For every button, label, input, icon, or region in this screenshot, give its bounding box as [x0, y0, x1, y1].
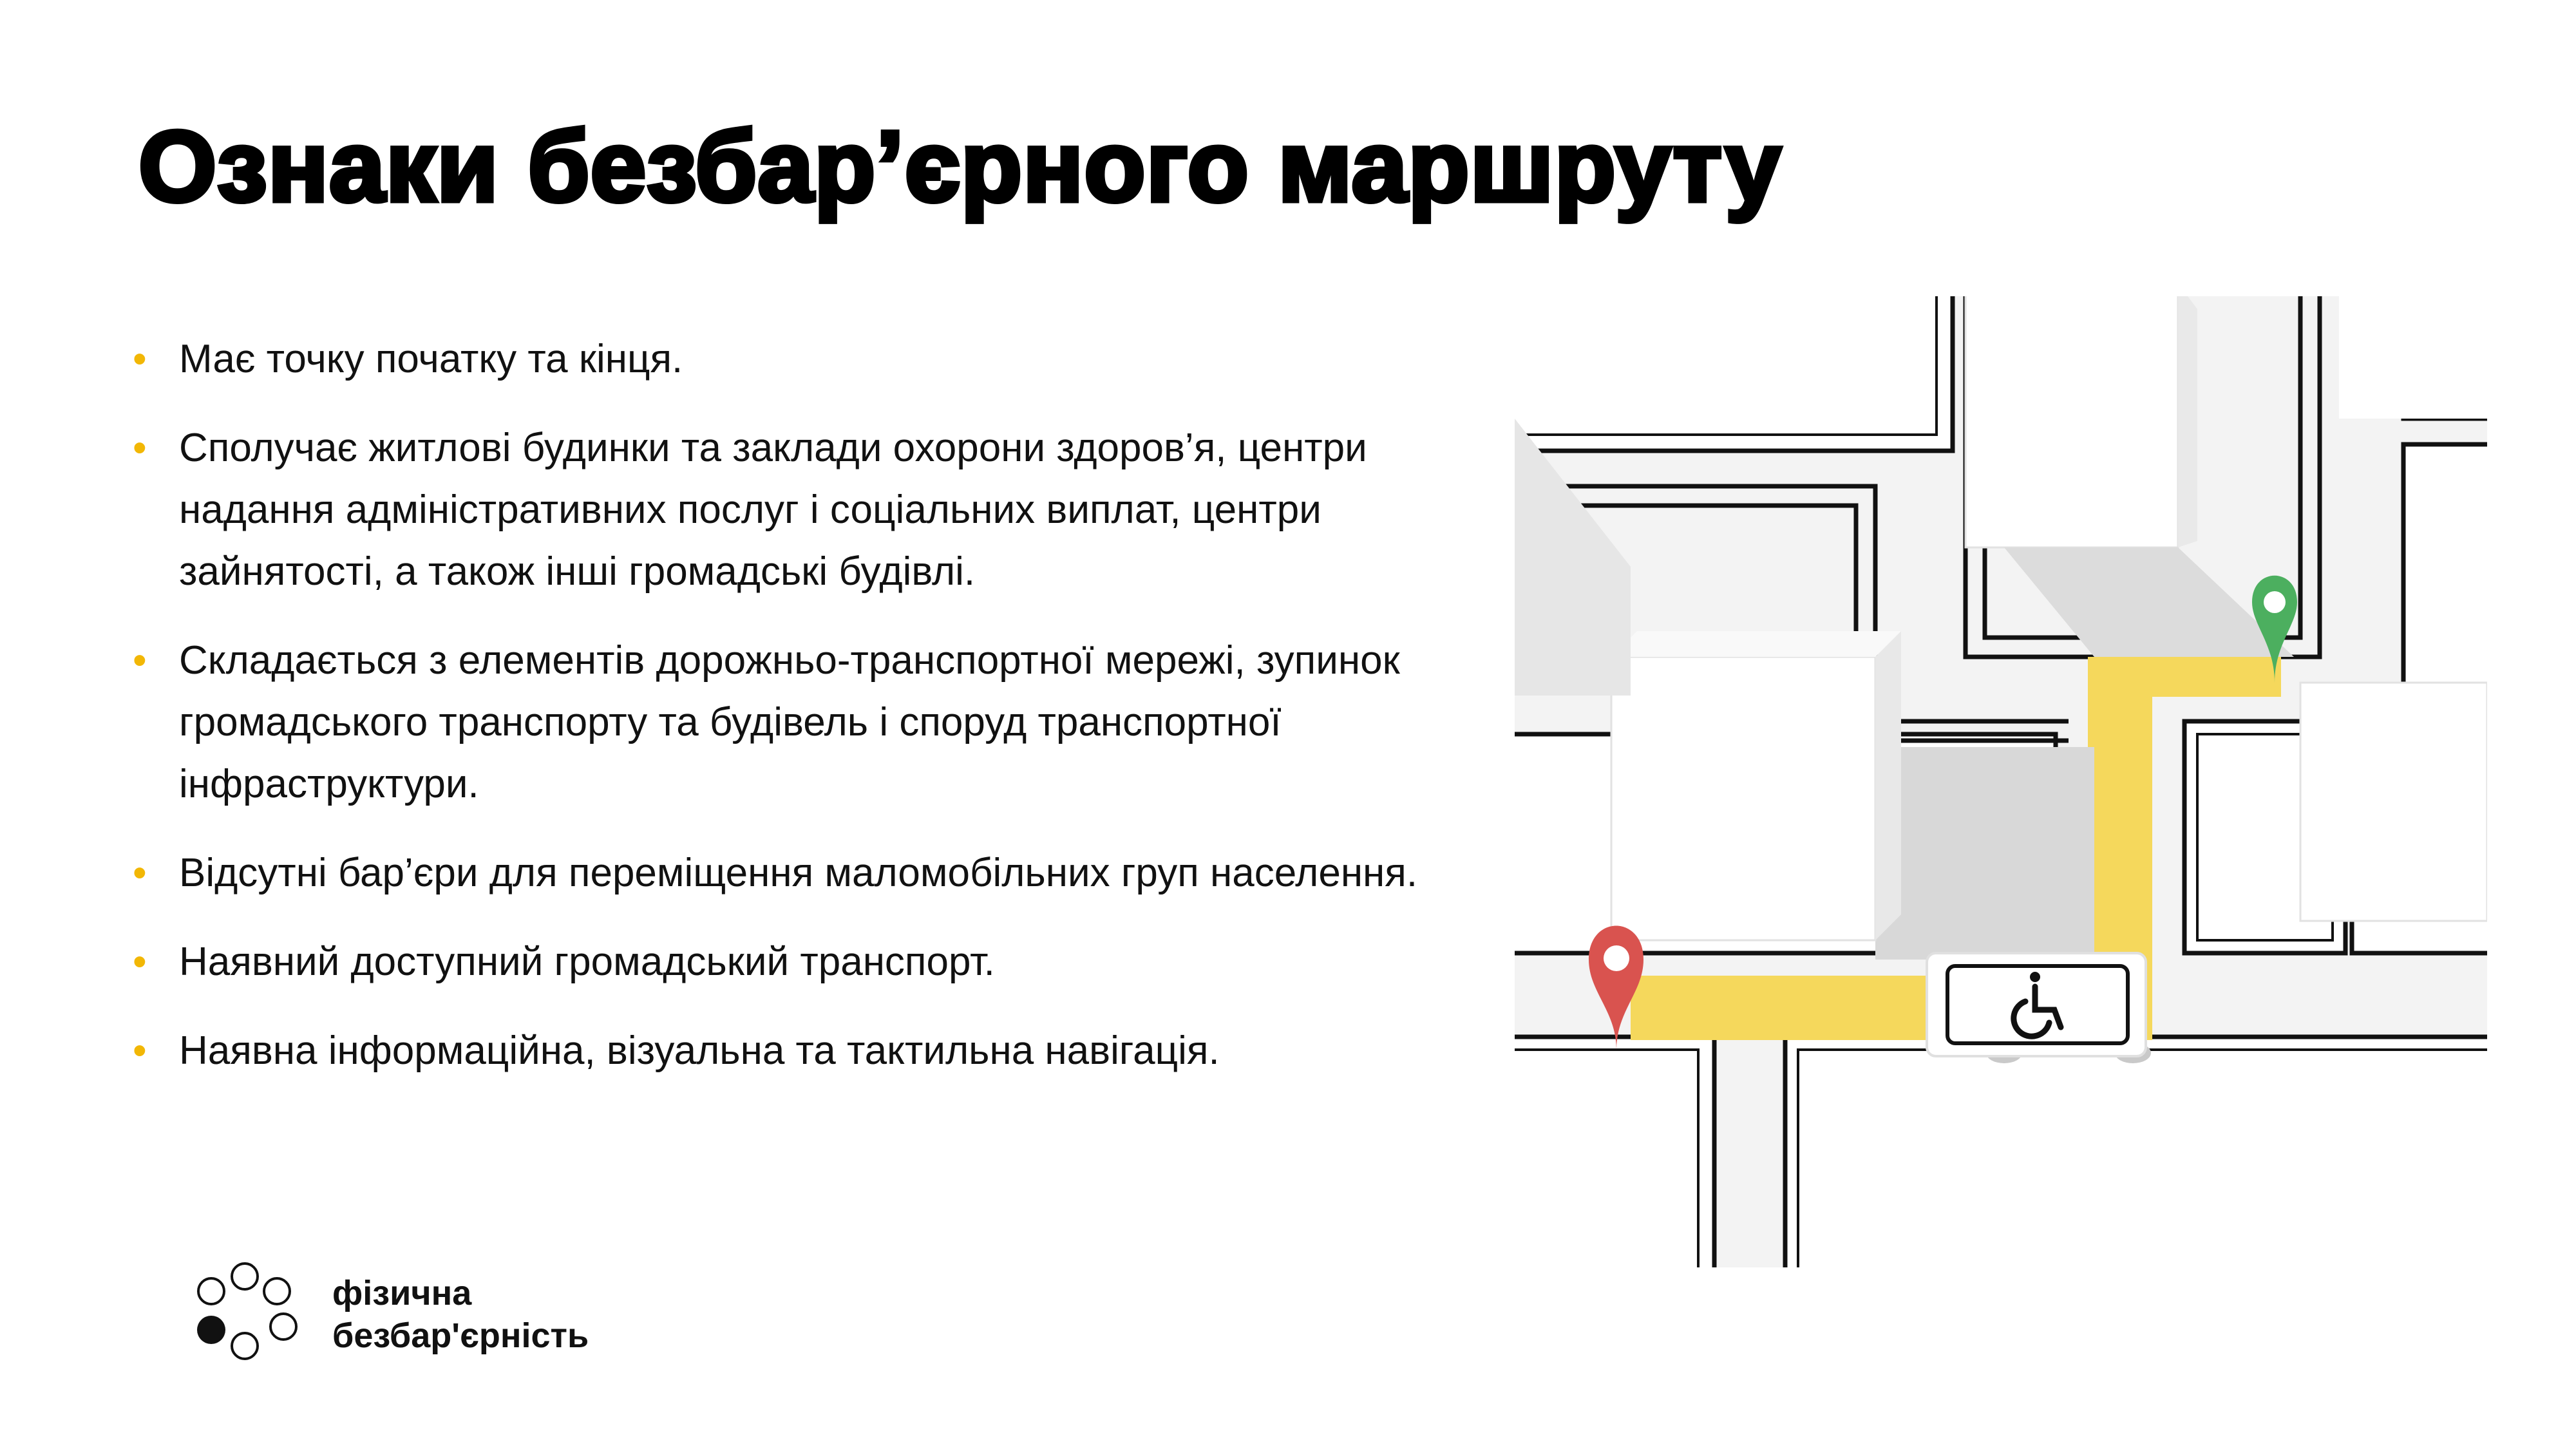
- bullet-dot: •: [133, 638, 147, 683]
- page-title: Ознаки безбар’єрного маршруту: [138, 111, 1782, 223]
- logo-icon: [193, 1262, 303, 1372]
- bullet-dot: •: [133, 940, 147, 984]
- list-item-text: Наявний доступний громадський транспорт.: [179, 940, 995, 984]
- list-item: [126, 417, 1446, 603]
- list-item-text: Відсутні бар’єри для переміщення маломобільних груп населення.: [179, 851, 1418, 895]
- route-map-illustration: [1515, 296, 2487, 1267]
- bullet-dot: •: [133, 1028, 147, 1073]
- list-item-text: Наявна інформаційна, візуальна та тактильна навігація.: [179, 1028, 1220, 1073]
- logo-line-2: безбар'єрність: [332, 1316, 589, 1355]
- logo-line-1: фізична: [332, 1274, 472, 1312]
- list-item-text: Має точку початку та кінця.: [179, 337, 683, 381]
- list-item: [126, 1020, 1446, 1082]
- list-item: [126, 630, 1446, 815]
- bullet-dot: •: [133, 426, 147, 470]
- logo-text: [332, 1272, 589, 1357]
- bullet-list: [126, 328, 1446, 1109]
- list-item-text: Складається з елементів дорожньо-транспортної мережі, зупинок громадського транспорту та будівель і споруд транспортної інфраструктури.: [179, 638, 1400, 806]
- list-item-text: Сполучає житлові будинки та заклади охорони здоров’я, центри надання адміністративних послуг і соціальних виплат, центри зайнятості, а також інші громадські будівлі.: [179, 426, 1367, 594]
- list-item: [126, 931, 1446, 993]
- list-item: [126, 328, 1446, 390]
- list-item: [126, 842, 1446, 904]
- bullet-dot: •: [133, 337, 147, 381]
- bullet-dot: •: [133, 851, 147, 895]
